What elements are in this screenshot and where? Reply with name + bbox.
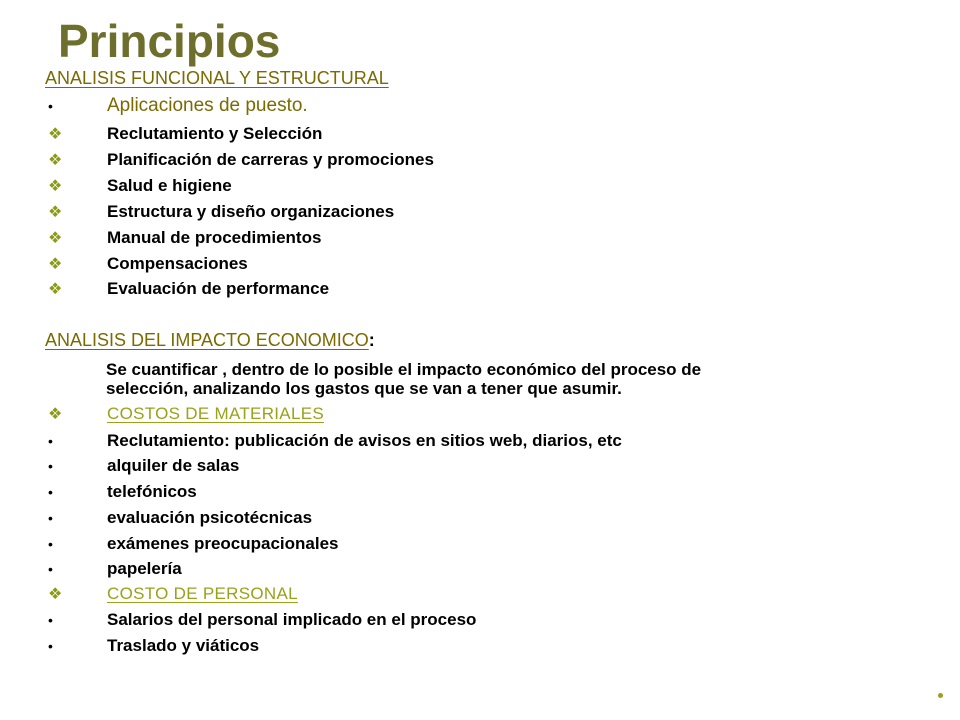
list-item-text: Compensaciones	[107, 254, 248, 273]
round-bullet-icon: •	[48, 458, 53, 474]
list-item-materials-heading	[45, 402, 324, 426]
section-heading-funcional	[45, 68, 389, 89]
diamond-bullet-icon: ❖	[48, 281, 63, 298]
round-bullet-icon: •	[48, 638, 53, 654]
diamond-bullet-icon: ❖	[48, 586, 63, 603]
diamond-bullet-icon: ❖	[48, 256, 63, 273]
diamond-bullet-icon: ❖	[48, 152, 63, 169]
list-item-text: Traslado y viáticos	[107, 636, 260, 655]
paragraph-line: Se cuantificar , dentro de lo posible el impacto económico del proceso de	[106, 360, 702, 379]
diamond-bullet-icon: ❖	[48, 230, 63, 247]
diamond-bullet-icon: ❖	[48, 204, 63, 221]
list-item	[45, 174, 232, 198]
list-item	[45, 454, 239, 478]
section-heading-economico	[45, 330, 375, 351]
list-item	[45, 557, 182, 581]
list-item	[45, 226, 321, 250]
round-bullet-icon: •	[48, 510, 53, 526]
list-item-text: Salarios del personal implicado en el proceso	[107, 610, 477, 629]
list-item-lead	[45, 94, 308, 118]
diamond-bullet-icon: ❖	[48, 126, 63, 143]
list-item-text: Planificación de carreras y promociones	[107, 150, 434, 169]
list-item-text: Manual de procedimientos	[107, 228, 322, 247]
lead-text: Aplicaciones de puesto.	[107, 95, 308, 116]
list-item	[45, 506, 312, 530]
list-item	[45, 200, 394, 224]
round-bullet-icon: •	[48, 484, 53, 500]
paragraph-line: selección, analizando los gastos que se van a tener que asumir.	[106, 379, 622, 398]
list-item	[45, 252, 248, 276]
list-item-text: Evaluación de performance	[107, 279, 330, 298]
round-bullet-icon: •	[48, 561, 53, 577]
list-item	[45, 277, 329, 301]
list-item-text: exámenes preocupacionales	[107, 534, 339, 553]
list-item	[45, 148, 434, 172]
decorative-dot	[938, 693, 943, 698]
round-bullet-icon: •	[48, 433, 53, 449]
list-item-text: telefónicos	[107, 482, 197, 501]
list-item	[45, 532, 339, 556]
list-item	[45, 480, 197, 504]
list-item	[45, 608, 476, 632]
round-bullet-icon: •	[48, 536, 53, 552]
list-item-text: Salud e higiene	[107, 176, 232, 195]
materials-heading: COSTOS DE MATERIALES	[107, 404, 324, 423]
diamond-bullet-icon: ❖	[48, 406, 63, 423]
list-item-text: evaluación psicotécnicas	[107, 508, 313, 527]
list-item-personnel-heading	[45, 582, 298, 606]
list-item-text: Estructura y diseño organizaciones	[107, 202, 395, 221]
list-item-text: papelería	[107, 559, 182, 578]
list-item-text: Reclutamiento y Selección	[107, 124, 323, 143]
list-item	[45, 634, 259, 658]
list-item	[45, 429, 622, 453]
diamond-bullet-icon: ❖	[48, 178, 63, 195]
economic-paragraph	[108, 360, 908, 398]
page-title: Principios	[58, 15, 281, 67]
section-heading-text: ANALISIS FUNCIONAL Y ESTRUCTURAL	[45, 68, 389, 88]
list-item-text: Reclutamiento: publicación de avisos en sitios web, diarios, etc	[107, 431, 622, 450]
section-heading-text: ANALISIS DEL IMPACTO ECONOMICO	[45, 330, 369, 350]
list-item	[45, 122, 322, 146]
list-item-text: alquiler de salas	[107, 456, 240, 475]
round-bullet-icon: •	[48, 612, 53, 628]
round-bullet-icon: •	[48, 98, 53, 114]
heading-colon: :	[368, 330, 375, 350]
personnel-heading: COSTO DE PERSONAL	[107, 584, 298, 603]
